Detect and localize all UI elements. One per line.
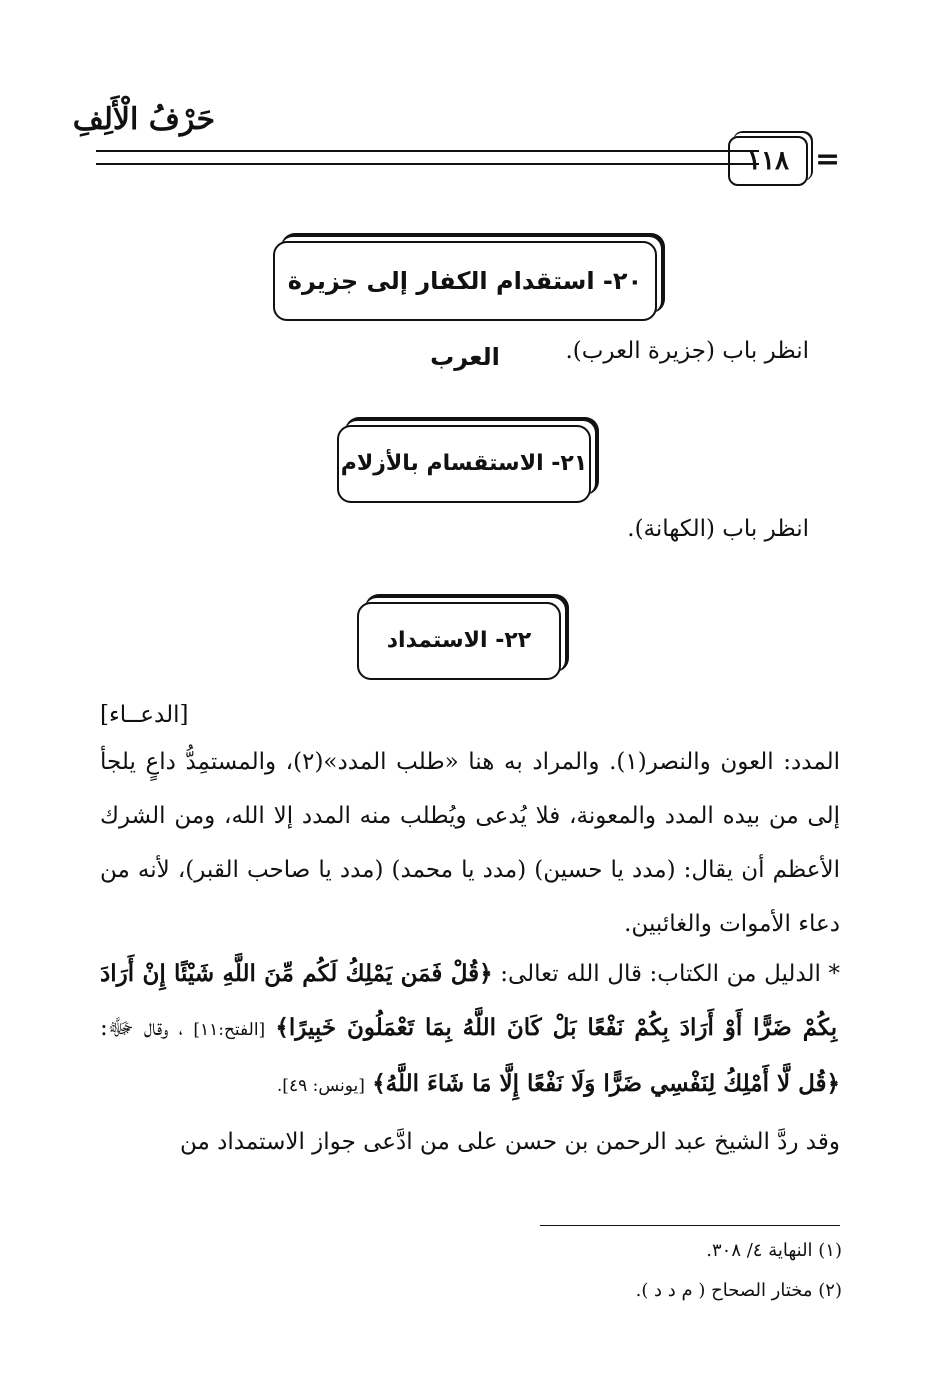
- section-heading-20: ٢٠- استقدام الكفار إلى جزيرة العرب: [273, 241, 657, 321]
- header-rule-bottom: [96, 163, 759, 165]
- evidence-mid: ، وقال ﷻ:: [100, 1015, 184, 1041]
- definition-paragraph: المدد: العون والنصر(١). والمراد به هنا «طلب المدد»(٢)، والمستمِدُّ داعٍ يلجأ إلى من بيده المدد والمعونة، فلا يُدعى ويُطلب منه المدد إلا الله، ومن الشرك الأعظم أن يقال: (مدد يا حسين) (مدد يا محمد) (مدد يا صاحب القبر)، لأنه من دعاء الأموات والغائبين.: [100, 749, 841, 937]
- footnote-separator: [540, 1225, 840, 1226]
- section-heading-21: ٢١- الاستقسام بالأزلام: [337, 425, 591, 503]
- chapter-title: حَرْفُ الْأَلِفِ: [72, 102, 215, 137]
- evidence-paragraph: [100, 947, 840, 1113]
- verse-ref-1: [الفتح:١١]: [193, 1020, 266, 1040]
- evidence-intro: * الدليل من الكتاب: قال الله تعالى:: [492, 961, 841, 987]
- quran-verse-2: ﴿قُل لَّا أَمْلِكُ لِنَفْسِي ضَرًّا وَلَا نَفْعًا إِلَّا مَا شَاءَ اللَّهُ﴾: [372, 1070, 840, 1097]
- header-ornament: =: [815, 142, 841, 177]
- closing-paragraph: وقد ردَّ الشيخ عبد الرحمن بن حسن على من ادَّعى جواز الاستمداد من: [180, 1129, 840, 1155]
- section-body-21: انظر باب (الكهانة).: [627, 516, 809, 542]
- section-body-20: انظر باب (جزيرة العرب).: [565, 338, 809, 364]
- footnote-1: (١) النهاية ٤/ ٣٠٨.: [706, 1240, 842, 1261]
- section-heading-22: ٢٢- الاستمداد: [357, 602, 561, 680]
- header-rule-top: [96, 150, 759, 152]
- page-number: ١١٨: [728, 136, 808, 186]
- quran-verse-1: ﴿قُلْ فَمَن يَمْلِكُ لَكُم مِّنَ اللَّهِ شَيْئًا إِنْ أَرَادَ بِكُمْ ضَرًّا أَوْ أَرَادَ بِكُمْ نَفْعًا بَلْ كَانَ اللَّهُ بِمَا تَعْمَلُونَ خَبِيرًا﴾: [100, 960, 838, 1041]
- verse-ref-2: [يونس: ٤٩].: [276, 1076, 365, 1096]
- footnote-2: (٢) مختار الصحاح ( م د د ).: [635, 1280, 842, 1301]
- section-tag: [الدعــاء]: [100, 702, 189, 728]
